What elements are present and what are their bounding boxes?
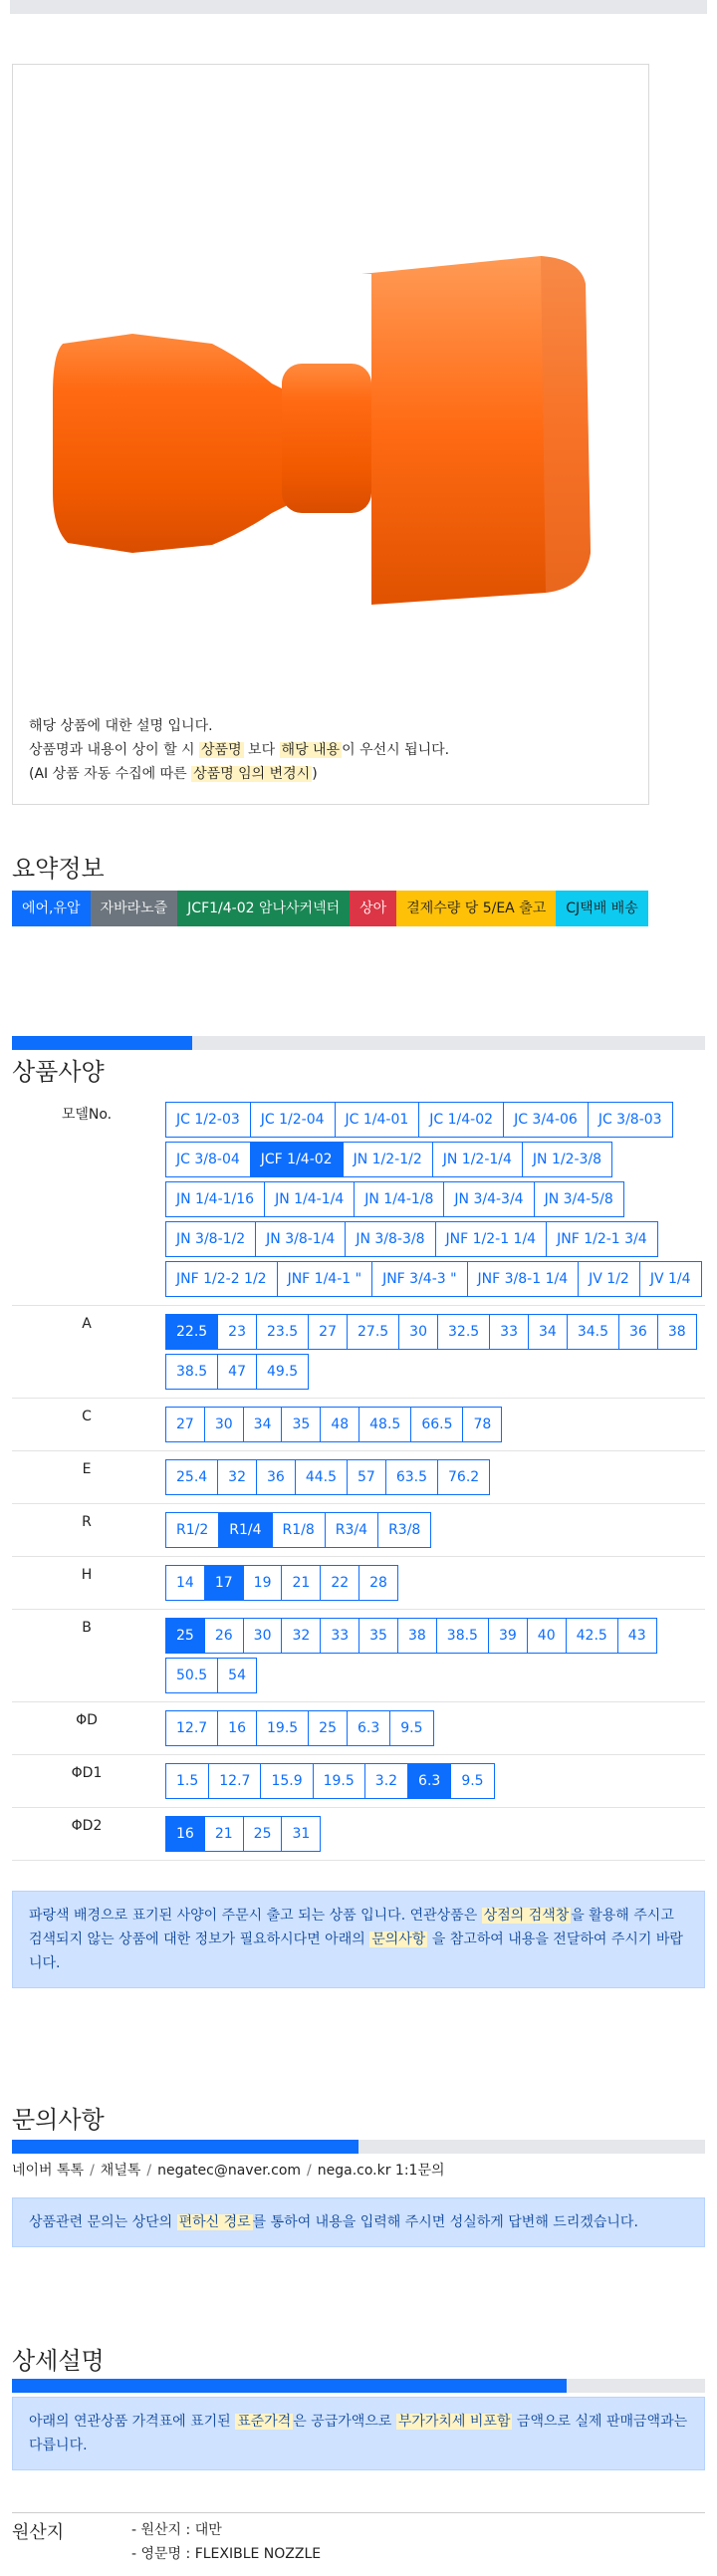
spec-option-button[interactable]: JN 3/4-3/4 [443,1181,534,1217]
spec-options [161,1759,705,1803]
spec-option-button[interactable]: 76.2 [437,1459,490,1495]
spec-options [161,1310,705,1394]
spec-option-button[interactable]: 23 [217,1314,257,1350]
spec-option-button[interactable]: JN 3/8-1/4 [255,1221,346,1257]
spec-option-button[interactable]: JNF 3/8-1 1/4 [467,1261,580,1297]
spec-option-button[interactable]: 31 [281,1816,321,1852]
spec-option-button[interactable]: 48 [320,1407,359,1442]
spec-row [12,1808,705,1861]
spec-option-button[interactable]: 16 [217,1710,257,1746]
spec-option-button[interactable]: JNF 1/2-1 1/4 [435,1221,548,1257]
spec-label: R [12,1504,161,1557]
detail-progress-bar [12,2379,705,2393]
spec-option-button[interactable]: 22.5 [165,1314,218,1350]
spec-option-button[interactable]: 33 [320,1618,359,1654]
spec-option-button[interactable]: 27 [308,1314,348,1350]
spec-option-button[interactable]: JN 1/4-1/4 [264,1181,355,1217]
email-link[interactable]: negatec@naver.com [157,2163,302,2179]
spec-option-button[interactable]: 19.5 [256,1710,309,1746]
spec-label: H [12,1557,161,1610]
inquiry-progress-bar [12,2140,705,2154]
origin-country: - 원산지 : 대만 [131,2522,222,2538]
top-bar [10,0,707,14]
spec-option-button[interactable]: 19.5 [313,1763,365,1799]
spec-option-button[interactable]: 40 [527,1618,567,1654]
spec-option-button[interactable]: 16 [165,1816,205,1852]
spec-option-button[interactable]: JV 1/2 [578,1261,640,1297]
spec-option-button[interactable]: 25 [243,1816,283,1852]
spec-option-button[interactable]: 33 [489,1314,529,1350]
detail-notice: 아래의 연관상품 가격표에 표기된 표준가격 은 공급가액으로 부가가치세 비포함 금액으로 실제 판매금액과는 다릅니다. [12,2397,705,2470]
spec-options [161,1403,705,1446]
spec-table [12,1094,705,1861]
spec-label: A [12,1306,161,1399]
spec-options [161,1455,705,1499]
spec-option-button[interactable]: JN 1/4-1/16 [165,1181,265,1217]
spec-option-button[interactable]: 47 [217,1354,257,1390]
spec-option-button[interactable]: 32.5 [437,1314,490,1350]
spec-option-button[interactable]: JC 1/2-03 [165,1102,251,1138]
spec-option-button[interactable]: JV 1/4 [639,1261,702,1297]
spec-option-button[interactable]: 63.5 [385,1459,438,1495]
origin-english-name: - 영문명 : FLEXIBLE NOZZLE [131,2546,322,2562]
spec-option-button[interactable]: 6.3 [347,1710,390,1746]
spec-option-button[interactable]: JN 1/2-1/2 [343,1142,433,1177]
spec-option-button[interactable]: JNF 1/2-2 1/2 [165,1261,278,1297]
spec-option-button[interactable]: 12.7 [208,1763,261,1799]
spec-options [161,1614,705,1697]
summary-tag: CJ택배 배송 [556,891,647,926]
spec-options [161,1508,705,1552]
spec-option-button[interactable]: JC 3/4-06 [503,1102,589,1138]
spec-option-button[interactable]: JN 3/8-3/8 [345,1221,435,1257]
spec-option-button[interactable]: R1/4 [218,1512,272,1548]
spec-option-button[interactable]: 38 [657,1314,697,1350]
spec-option-button[interactable]: JC 1/2-04 [250,1102,336,1138]
spec-label: C [12,1399,161,1451]
spec-options [161,1561,705,1605]
product-description [29,714,449,786]
spec-option-button[interactable]: JN 3/8-1/2 [165,1221,256,1257]
spec-options [161,1812,705,1856]
spec-option-button[interactable]: R3/4 [325,1512,378,1548]
summary-tags [12,891,649,930]
spec-row [12,1094,705,1306]
spec-option-button[interactable]: JNF 1/2-1 3/4 [546,1221,658,1257]
spec-option-button[interactable]: 23.5 [256,1314,309,1350]
spec-label: E [12,1451,161,1504]
spec-option-button[interactable]: 38.5 [436,1618,489,1654]
product-image [43,194,620,662]
summary-tag: 자바라노즐 [91,891,178,926]
spec-option-button[interactable]: 21 [204,1816,244,1852]
spec-option-button[interactable]: 38 [397,1618,437,1654]
spec-option-button[interactable]: JN 1/2-1/4 [432,1142,523,1177]
spec-label: 모델No. [12,1094,161,1306]
spec-row [12,1504,705,1557]
spec-option-button[interactable]: 36 [256,1459,296,1495]
spec-label: ΦD [12,1702,161,1755]
spec-title: 상품사양 [12,1058,105,1086]
spec-option-button[interactable]: 39 [488,1618,528,1654]
spec-option-button[interactable]: 30 [204,1407,244,1442]
summary-tag: JCF1/4-02 암나사커넥터 [177,891,350,926]
spec-progress-bar [12,1036,705,1050]
spec-option-button[interactable]: R3/8 [377,1512,431,1548]
spec-row [12,1610,705,1702]
spec-option-button[interactable]: 14 [165,1565,205,1601]
spec-option-button[interactable]: 17 [204,1565,244,1601]
spec-option-button[interactable]: JC 1/4-02 [418,1102,504,1138]
spec-row [12,1451,705,1504]
spec-option-button[interactable]: JC 3/8-03 [588,1102,673,1138]
spec-option-button[interactable]: 25.4 [165,1459,218,1495]
inquiry-notice: 상품관련 문의는 상단의 편하신 경로 를 통하여 내용을 입력해 주시면 성실하게 답변해 드리겠습니다. [12,2197,705,2247]
spec-option-button[interactable]: 27.5 [347,1314,399,1350]
spec-options [161,1706,705,1750]
spec-option-button[interactable]: 43 [617,1618,657,1654]
channel-talk-link[interactable]: 채널톡 [100,2163,141,2179]
spec-option-button[interactable]: 35 [358,1618,398,1654]
spec-row [12,1702,705,1755]
spec-option-button[interactable]: 22 [320,1565,359,1601]
summary-tag: 에어,유압 [12,891,91,926]
inquiry-title: 문의사항 [12,2106,105,2134]
spec-option-button[interactable]: JNF 3/4-3 " [371,1261,467,1297]
spec-option-button[interactable]: 34 [243,1407,283,1442]
spec-option-button[interactable]: 9.5 [389,1710,433,1746]
summary-tag: 결제수량 당 5/EA 출고 [396,891,556,926]
spec-row [12,1557,705,1610]
spec-row [12,1755,705,1808]
spec-option-button[interactable]: 44.5 [295,1459,348,1495]
spec-option-button[interactable]: 32 [281,1618,321,1654]
spec-option-button[interactable]: JN 1/2-3/8 [522,1142,612,1177]
desc-line-3: (AI 상품 자동 수집에 따른 상품명 임의 변경시 ) [29,766,318,782]
spec-option-button[interactable]: 1.5 [165,1763,209,1799]
spec-option-button[interactable]: 9.5 [450,1763,494,1799]
spec-option-button[interactable]: 26 [204,1618,244,1654]
spec-option-button[interactable]: JN 1/4-1/8 [354,1181,444,1217]
origin-label: 원산지 [12,2522,65,2543]
spec-option-button[interactable]: JNF 1/4-1 " [277,1261,372,1297]
spec-option-button[interactable]: JC 1/4-01 [335,1102,420,1138]
spec-option-button[interactable]: 42.5 [566,1618,618,1654]
spec-row [12,1399,705,1451]
naver-talk-link[interactable]: 네이버 톡톡 [12,2163,85,2179]
spec-option-button[interactable]: 12.7 [165,1710,218,1746]
desc-line-1: 해당 상품에 대한 설명 입니다. [29,718,213,734]
spec-option-button[interactable]: 27 [165,1407,205,1442]
spec-row [12,1306,705,1399]
spec-label: ΦD2 [12,1808,161,1861]
spec-option-button[interactable]: JN 3/4-5/8 [534,1181,624,1217]
spec-label: ΦD1 [12,1755,161,1808]
spec-option-button[interactable]: 32 [217,1459,257,1495]
spec-notice: 파랑색 배경으로 표기된 사양이 주문시 출고 되는 상품 입니다. 연관상품은 상점의 검색창 을 활용해 주시고 검색되지 않는 상품에 대한 정보가 필요하시다면 아래의 문의사항 을 참고하여 내용을 전달하여 주시기 바랍니다. [12,1891,705,1988]
spec-option-button[interactable]: JCF 1/4-02 [250,1142,344,1177]
desc-line-2: 상품명과 내용이 상이 할 시 상품명 보다 해당 내용 이 우선시 됩니다. [29,742,450,758]
spec-option-button[interactable]: 57 [347,1459,386,1495]
summary-title: 요약정보 [12,855,105,883]
spec-option-button[interactable]: 30 [243,1618,283,1654]
spec-option-button[interactable]: 78 [462,1407,502,1442]
spec-option-button[interactable]: R1/8 [272,1512,326,1548]
spec-option-button[interactable]: 66.5 [410,1407,463,1442]
spec-option-button[interactable]: 25 [165,1618,205,1654]
spec-option-button[interactable]: 34.5 [567,1314,619,1350]
spec-option-button[interactable]: 49.5 [256,1354,309,1390]
origin-divider [12,2512,705,2513]
spec-option-button[interactable]: 3.2 [364,1763,408,1799]
summary-tag: 상아 [350,891,396,926]
spec-option-button[interactable]: 25 [308,1710,348,1746]
spec-option-button[interactable]: 36 [618,1314,658,1350]
spec-options [161,1098,705,1301]
spec-option-button[interactable]: 19 [243,1565,283,1601]
product-card [12,64,649,805]
origin-info [131,2518,321,2566]
website-inquiry-link[interactable]: nega.co.kr 1:1문의 [317,2163,445,2179]
spec-label: B [12,1610,161,1702]
spec-option-button[interactable]: 15.9 [260,1763,313,1799]
spec-option-button[interactable]: 38.5 [165,1354,218,1390]
spec-option-button[interactable]: 28 [358,1565,398,1601]
detail-title: 상세설명 [12,2347,105,2375]
spec-option-button[interactable]: JC 3/8-04 [165,1142,251,1177]
inquiry-links: 네이버 톡톡 / 채널톡 / negatec@naver.com / nega.co.kr 1:1문의 [12,2163,445,2179]
spec-option-button[interactable]: 6.3 [407,1763,451,1799]
spec-option-button[interactable]: 35 [281,1407,321,1442]
spec-option-button[interactable]: 30 [398,1314,438,1350]
spec-option-button[interactable]: R1/2 [165,1512,219,1548]
spec-option-button[interactable]: 21 [281,1565,321,1601]
spec-option-button[interactable]: 48.5 [358,1407,411,1442]
spec-option-button[interactable]: 54 [217,1658,257,1693]
spec-option-button[interactable]: 50.5 [165,1658,218,1693]
spec-option-button[interactable]: 34 [528,1314,568,1350]
